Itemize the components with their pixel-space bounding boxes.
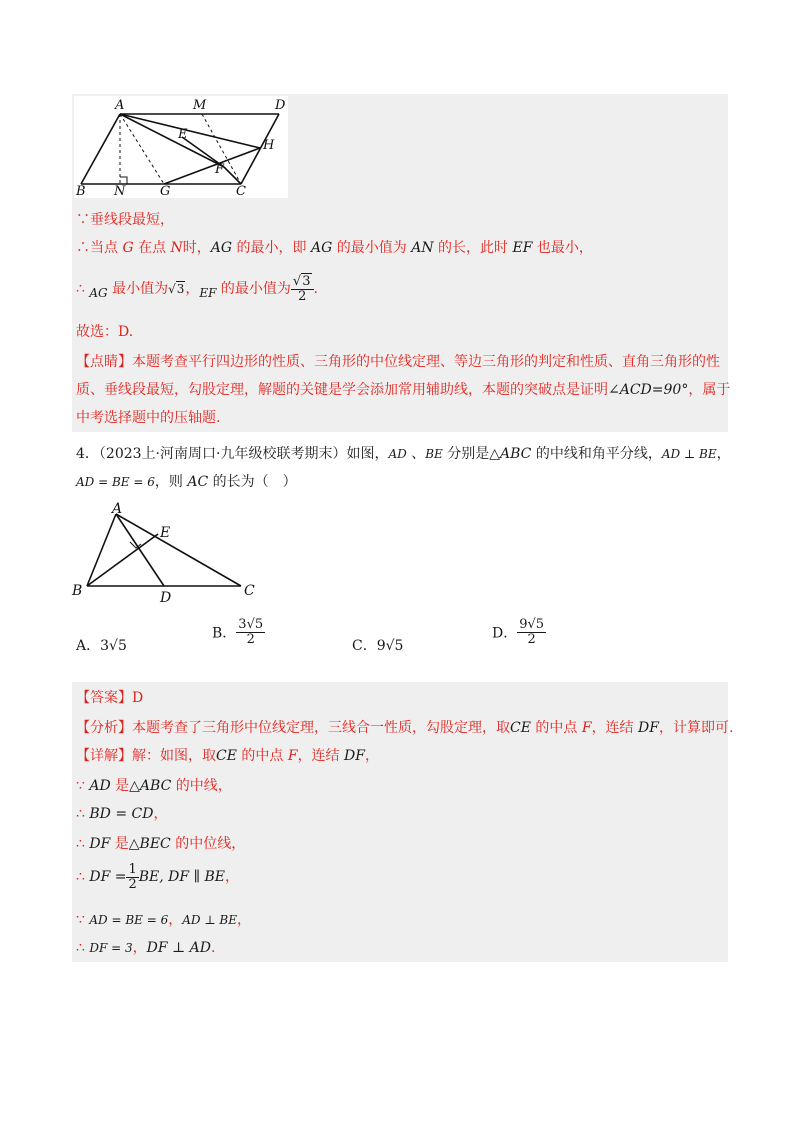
text-segment: ， xyxy=(716,446,731,462)
answer-line xyxy=(76,688,143,708)
comment-line-1 xyxy=(76,352,720,372)
answer-tag: 【答案】 xyxy=(76,690,132,706)
sqrt-expression: √3 xyxy=(168,282,185,296)
math-expression: △BEC xyxy=(128,836,171,852)
option-fraction xyxy=(236,618,265,647)
text-segment: ， xyxy=(168,912,183,928)
math-expression: △ABC xyxy=(489,446,532,462)
text-segment: ∵ xyxy=(76,778,90,794)
comment-line-3 xyxy=(76,408,220,428)
text-segment: ，属于 xyxy=(688,382,731,398)
text-segment: . xyxy=(210,940,216,956)
math-expression: AD = BE = 6 xyxy=(89,913,169,927)
text-segment: ，连结 xyxy=(591,720,639,736)
text-segment: ∴当点 xyxy=(76,240,123,256)
option-letter: D． xyxy=(492,625,518,642)
analysis-line xyxy=(76,718,733,738)
option-fraction xyxy=(517,618,546,647)
comment-tag: 【点睛】 xyxy=(76,354,132,370)
text-segment: 的最小值为 xyxy=(216,281,291,297)
text-segment: ∴ xyxy=(76,281,90,297)
option-value: 3√5 xyxy=(100,638,127,654)
math-var: DF xyxy=(638,720,659,736)
choice-line xyxy=(76,322,133,342)
math-expression: AD ⊥ BE xyxy=(182,913,238,927)
math-var: F xyxy=(581,720,592,736)
text-segment: ， xyxy=(132,940,147,956)
fraction: $\frac{√3}{2}$ xyxy=(291,275,314,304)
question-number: 4． xyxy=(76,446,99,462)
math-var: AD xyxy=(89,778,111,794)
parallelogram-figure xyxy=(74,96,288,198)
math-expression: AD = BE = 6 xyxy=(76,475,155,489)
fig2-label-b: B xyxy=(72,583,83,599)
text-segment: 质、垂线段最短，勾股定理，解题的关键是学会添加常用辅助线，本题的突破点是证明 xyxy=(76,382,608,398)
option-c[interactable] xyxy=(352,636,403,656)
math-expression: BD = CD xyxy=(89,806,154,822)
text-segment: ， xyxy=(364,748,379,764)
math-var: AG xyxy=(210,240,233,256)
text-segment: 、 xyxy=(406,446,426,462)
text-segment: 的中线， xyxy=(171,778,232,794)
math-var: DF xyxy=(344,748,365,764)
math-var: CE xyxy=(510,720,531,736)
reason-line-3 xyxy=(76,274,318,308)
math-var: EF xyxy=(199,286,217,300)
step-line-4 xyxy=(76,860,239,894)
text-segment: ， xyxy=(237,912,252,928)
text-segment: 故选：D. xyxy=(76,324,134,340)
text-segment: 的中线和角平分线， xyxy=(531,446,662,462)
fig1-label-a: A xyxy=(115,98,125,113)
text-segment: 也最小， xyxy=(532,240,593,256)
text-segment: 的中位线， xyxy=(170,836,246,852)
comment-line-2 xyxy=(76,380,730,400)
detail-line xyxy=(76,746,379,766)
text-segment: . xyxy=(313,281,318,297)
fig1-label-h: H xyxy=(263,138,275,153)
text-segment: ，计算即可. xyxy=(658,720,734,736)
text-segment: 的最小，即 xyxy=(232,240,311,256)
denominator: 2 xyxy=(246,632,255,647)
reason-line-2 xyxy=(76,238,593,258)
math-expression: BE, DF ∥ BE xyxy=(138,869,225,885)
text-segment: 的长为（ ） xyxy=(208,474,297,490)
fig1-label-n: N xyxy=(114,184,126,198)
radicand: 3 xyxy=(176,282,185,296)
math-expression: △ABC xyxy=(129,778,172,794)
option-b[interactable] xyxy=(212,618,265,647)
fig1-label-c: C xyxy=(236,184,246,198)
text-segment: 最小值为 xyxy=(107,281,169,297)
question-source: （2023上·河南周口·九年级校联考期末）如图， xyxy=(98,446,389,462)
text-segment: 本题考查了三角形中位线定理，三线合一性质，勾股定理，取 xyxy=(132,720,510,736)
text-segment: ∴ xyxy=(76,806,90,822)
math-var: AN xyxy=(411,240,434,256)
fraction xyxy=(126,863,138,892)
text-segment: ，则 xyxy=(154,474,188,490)
step-line-3 xyxy=(76,834,245,854)
math-var: AG xyxy=(311,240,333,256)
text-segment: ， xyxy=(225,869,239,885)
math-expression: ∠ACD=90° xyxy=(608,382,689,398)
math-expression: AD ⊥ BE xyxy=(661,447,717,461)
text-segment: 是 xyxy=(110,778,130,794)
step-line-2 xyxy=(76,804,167,824)
text-segment: 是 xyxy=(110,836,129,852)
math-var: G xyxy=(122,240,134,256)
numerator: 9√5 xyxy=(519,617,545,632)
math-var: BE xyxy=(425,447,443,461)
text-segment: ∵垂线段最短， xyxy=(76,212,174,228)
step-line-6 xyxy=(76,938,215,958)
text-segment: 的中点 xyxy=(530,720,582,736)
fig1-label-b: B xyxy=(76,184,86,198)
option-letter: C． xyxy=(352,638,377,654)
text-segment: 解：如图，取 xyxy=(132,748,216,764)
analysis-tag: 【分析】 xyxy=(76,720,132,736)
math-var: N xyxy=(170,240,183,256)
math-var: DF xyxy=(89,836,111,852)
triangle-figure xyxy=(70,500,270,608)
math-var: F xyxy=(287,748,298,764)
numerator: 3√5 xyxy=(238,617,264,632)
text-segment: ∴ xyxy=(76,869,90,885)
text-segment: 的长，此时 xyxy=(433,240,513,256)
fig1-label-e: E xyxy=(178,127,188,142)
text-segment: ∴ xyxy=(76,940,90,956)
math-expression: DF = 3 xyxy=(89,941,133,955)
fig1-label-f: F xyxy=(215,162,225,177)
denominator: 2 xyxy=(298,288,307,304)
denominator: 2 xyxy=(527,632,536,647)
step-line-1 xyxy=(76,776,232,796)
math-var: AG xyxy=(89,286,108,300)
option-d[interactable] xyxy=(492,618,546,647)
text-segment: 中考选择题中的压轴题. xyxy=(76,410,221,426)
math-var: AD xyxy=(388,447,407,461)
numerator: 1 xyxy=(128,861,137,877)
question-line-1 xyxy=(76,444,731,464)
option-value: 9√5 xyxy=(376,638,404,654)
answer-value: D xyxy=(132,690,144,706)
text-segment: 时， xyxy=(182,240,211,256)
option-a[interactable] xyxy=(76,636,127,656)
text-segment: 的中点 xyxy=(236,748,288,764)
text-segment: 在点 xyxy=(133,240,171,256)
text-segment: 的最小值为 xyxy=(332,240,412,256)
detail-tag: 【详解】 xyxy=(76,748,132,764)
math-var: EF xyxy=(512,240,533,256)
text-segment: ∵ xyxy=(76,912,90,928)
fig1-label-g: G xyxy=(160,184,171,198)
text-segment: ， xyxy=(153,806,168,822)
math-expression: DF = xyxy=(89,869,127,885)
denominator: 2 xyxy=(128,876,137,892)
fig2-label-a: A xyxy=(112,501,123,517)
reason-line-1 xyxy=(76,210,174,230)
option-letter: B． xyxy=(212,625,237,642)
fig2-label-c: C xyxy=(244,583,255,599)
text-segment: ，连结 xyxy=(297,748,345,764)
text-segment: 本题考查平行四边形的性质、三角形的中位线定理、等边三角形的判定和性质、直角三角形的性 xyxy=(132,354,720,370)
math-var: AC xyxy=(187,474,209,490)
step-line-5 xyxy=(76,910,251,930)
fig1-label-m: M xyxy=(193,98,207,113)
fig2-label-d: D xyxy=(160,590,172,606)
math-var: CE xyxy=(216,748,237,764)
text-segment: ， xyxy=(185,281,200,297)
fig1-label-d: D xyxy=(275,98,286,113)
text-segment: ∴ xyxy=(76,836,90,852)
radicand: 3 xyxy=(302,273,311,289)
math-expression: DF ⊥ AD xyxy=(146,940,211,956)
fig2-label-e: E xyxy=(160,525,171,541)
option-letter: A． xyxy=(76,638,101,654)
text-segment: 分别是 xyxy=(442,446,490,462)
question-line-2 xyxy=(76,472,297,492)
